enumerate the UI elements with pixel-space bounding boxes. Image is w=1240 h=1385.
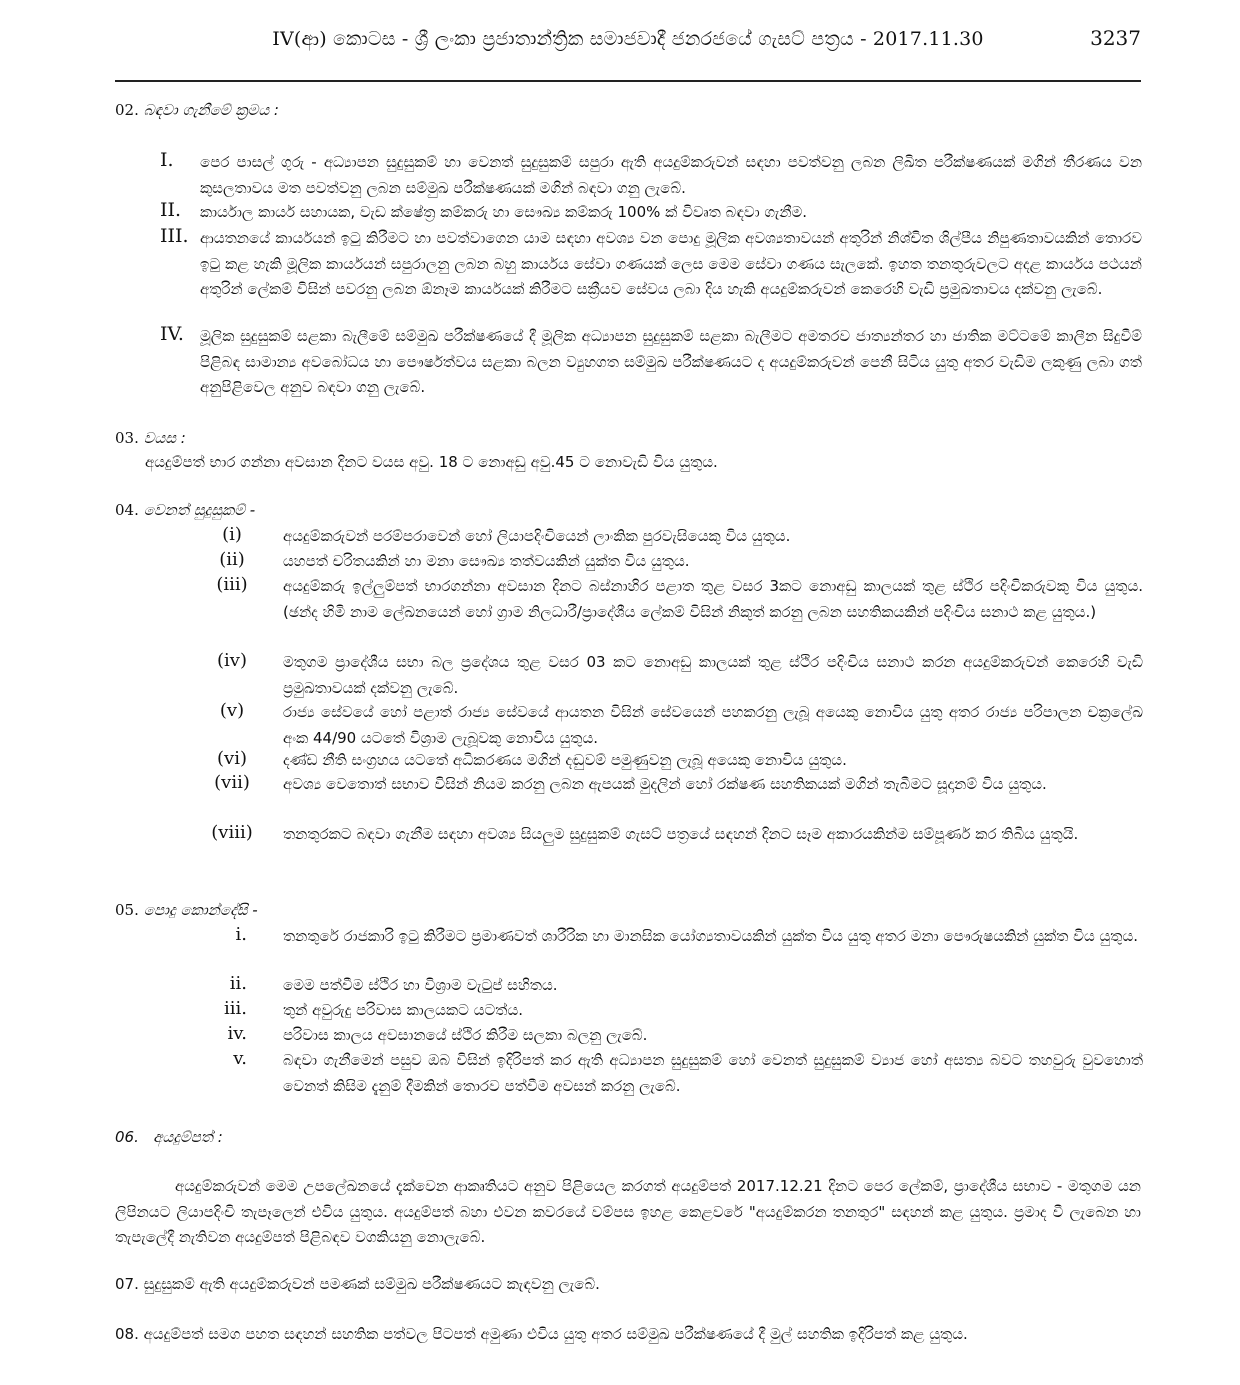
- header-rule: [115, 80, 1141, 82]
- section-02-number: 02.: [115, 101, 139, 119]
- item-marker: (vi): [217, 748, 247, 769]
- item-text: තනතුරකට බඳවා ගැනීම සඳහා අවශ්‍ය සියලුම සුදුසුකම් ගැසට් පත්‍රයේ සඳහන් දිනට සෑම අකාරයකින්ම සම්පූර්ණ කර තිබිය යුතුයි.: [283, 825, 1079, 843]
- item-text: මූලික සුදුසුකම් සළකා බැලීමේ සම්මුඛ පරීක්ෂණයේ දී මූලික අධ්‍යාපන සුදුසුකම් සළකා බැලීමට අමතරව ජාත්‍යන්තර හා ජාතික මට්ටමේ කාලීන සිදුවීම් පිළිබඳ සාමාන්‍ය අවබෝධය හා පෞර්ෂත්වය සළකා බලන ව්‍යුහගත සම්මුඛ පරීක්ෂණයට ද අයදුම්කරුවන් පෙනී සිටිය යුතු අතර වැඩිම ලකුණු ලබා ගත් අනුපිළිවෙල අනුව බඳවා ගනු ලැබේ.: [200, 327, 1142, 396]
- item-marker: iii.: [224, 998, 247, 1019]
- page-header: [115, 22, 1141, 62]
- item-marker: (viii): [211, 822, 253, 843]
- item-marker: (v): [219, 700, 245, 721]
- section-04-heading: [115, 500, 255, 520]
- section-05-title: පොදු කොන්දේසි -: [143, 901, 258, 919]
- section-03-text: අයදුම්පත් භාර ගන්නා අවසාන දිනට වයස අවු. 18 ට නොඅඩු අවු.45 ට නොවැඩි විය යුතුය.: [145, 453, 718, 471]
- item-text: පෙර පාසල් ගුරු - අධ්‍යාපන සුදුසුකම් හා වෙනත් සුදුසුකම් සපුරා ඇති අයදුම්කරුවන් සඳහා පවත්වනු ලබන ලිඛිත පරීක්ෂණයක් මගින් තීරණය වන කුසලතාවය මත පවත්වනු ලබන සම්මුඛ පරීක්ෂණයක් මගින් බඳවා ගනු ලැබේ.: [200, 153, 1142, 197]
- section-05-number: 05.: [115, 901, 139, 919]
- item-text: මතුගම ප්‍රාදේශීය සභා බල ප්‍රදේශය තුළ වසර 03 කට නොඅඩු කාලයක් තුළ ස්ථිර පදිංචිය සනාථ කරන අයදුම්කරුවන් කෙරෙහි වැඩි ප්‍රමුඛතාවයක් දක්වනු ලැබේ.: [283, 653, 1143, 697]
- item-text: අවශ්‍ය වෙතොත් සභාව විසින් නියම කරනු ලබන ඇපයක් මුදලින් හෝ රක්ෂණ සහතිකයක් මගින් තැබීමට සූදානම් විය යුතුය.: [283, 775, 1047, 793]
- item-text: මෙම පත්වීම ස්ථිර හා විශ්‍රාම වැටුප් සහිතය.: [283, 976, 558, 994]
- section-05-heading: [115, 900, 258, 920]
- item-marker: (iii): [216, 574, 248, 595]
- section-02-title: බඳවා ගැනීමේ ක්‍රමය :: [143, 101, 279, 119]
- item-text: දණ්ඩ නීති සංග්‍රහය යටතේ අධිකරණය මගින් දඬුවම් පමුණුවනු ලැබූ අයෙකු නොවිය යුතුය.: [283, 751, 847, 769]
- item-text: බඳවා ගැනීමෙන් පසුව ඔබ විසින් ඉදිරිපත් කර ඇති අධ්‍යාපන සුදුසුකම් හෝ වෙනත් සුදුසුකම් ව්‍යාජ හෝ අසත්‍ය බවට තහවුරු වුවහොත් වෙනත් කිසිම දැනුම් දීමකින් තොරව පත්වීම අවසන් කරනු ලැබේ.: [283, 1051, 1143, 1095]
- item-text: කාර්යාල කාර්ය සහායක, වැඩ ක්ෂේත්‍ර කම්කරු හා සෞඛ්‍ය කම්කරු 100% ක් විවෘත බඳවා ගැනීම.: [200, 203, 808, 221]
- item-marker: (vii): [214, 772, 250, 793]
- item-marker: iv.: [227, 1023, 247, 1044]
- item-text: අයදුම්කරුවන් පරම්පරාවෙන් හෝ ලියාපදිංචියෙන් ලාංකික පුරවැසියෙකු විය යුතුය.: [283, 527, 791, 545]
- item-text: යහපත් චරිතයකින් හා මනා සෞඛ්‍ය තත්වයකින් යුක්ත විය යුතුය.: [283, 552, 690, 570]
- section-08-text: 08. අයදුම්පත් සමග පහත සඳහන් සහතික පත්වල පිටපත් අමුණා එවිය යුතු අතර සම්මුඛ පරීක්ෂණයේ දී මුල් සහතික ඉදිරිපත් කළ යුතුය.: [115, 1325, 968, 1343]
- section-03-title: වයස :: [143, 429, 186, 447]
- section-07-text: 07. සුදුසුකම් ඇති අයදුම්කරුවන් පමණක් සම්මුඛ පරීක්ෂණයට කැඳවනු ලැබේ.: [115, 1275, 600, 1293]
- section-04-number: 04.: [115, 501, 139, 519]
- header-title: IV(ආ) කොටස - ශ්‍රී ලංකා ප්‍රජාතාන්ත්‍රික සමාජවාදී ජනරජයේ ගැසට් පත්‍රය - 2017.11.30: [272, 28, 984, 50]
- item-marker: IV.: [160, 323, 184, 345]
- item-marker: v.: [233, 1048, 247, 1069]
- section-04-title: වෙනත් සුදුසුකම් -: [143, 501, 256, 519]
- section-06-title: අයදුම්පත් :: [153, 1128, 223, 1146]
- section-03-heading: [115, 428, 186, 448]
- section-06-number: 06.: [115, 1128, 139, 1146]
- item-marker: (i): [222, 524, 242, 545]
- item-marker: (iv): [217, 650, 247, 671]
- item-marker: ii.: [229, 973, 247, 994]
- section-06-text: අයදුම්කරුවන් මෙම උපලේඛනයේ දැක්වෙන ආකෘතියට අනුව පිළියෙල කරගත් අයදුම්පත් 2017.12.21 දිනට පෙර ලේකම්, ප්‍රාදේශීය සභාව - මතුගම යන ලිපිනයට ලියාපදිංචි තැපෑලෙන් එවිය යුතුය. අයදුම්පත් බහා එවන කවරයේ වම්පස ඉහළ කෙළවරේ "අයදුම්කරන තනතුර" සඳහන් කළ යුතුය. ප්‍රමාද වී ලැබෙන හා තැපැලේදී නැතිවන අයදුම්පත් පිළිබඳව වගකියනු නොලැබේ.: [115, 1177, 1141, 1246]
- item-text: තුන් අවුරුදු පරිවාස කාලයකට යටත්ය.: [283, 1001, 523, 1019]
- item-marker: III.: [160, 225, 189, 247]
- item-text: රාජ්‍ය සේවයේ හෝ පළාත් රාජ්‍ය සේවයේ ආයතන විසින් සේවයෙන් පහකරනු ලැබූ අයෙකු නොවිය යුතු අතර රාජ්‍ය පරිපාලන චක්‍රලේඛ අංක 44/90 යටතේ විශ්‍රාම ලැබූවකු නොවිය යුතුය.: [283, 703, 1143, 747]
- item-marker: II.: [160, 199, 182, 221]
- section-03-number: 03.: [115, 429, 139, 447]
- section-06-heading: [115, 1127, 223, 1147]
- item-marker: i.: [235, 924, 247, 945]
- item-text: තනතුරේ රාජකාරි ඉටු කිරීමට ප්‍රමාණවත් ශාරීරික හා මානසික යෝග්‍යතාවයකින් යුක්ත විය යුතු අතර මනා පෞරුෂයකින් යුක්ත විය යුතුය.: [283, 927, 1139, 945]
- item-marker: I.: [160, 149, 174, 171]
- item-text: පරිවාස කාලය අවසානයේ ස්ථිර කිරීම සලකා බලනු ලැබේ.: [283, 1026, 648, 1044]
- page-number: 3237: [1090, 26, 1141, 50]
- item-text: අයදුම්කරු ඉල්ලුම්පත් භාරගන්නා අවසාන දිනට බස්නාහිර පළාත තුළ වසර 3කට නොඅඩු කාලයක් තුළ ස්ථිර පදිංචිකරුවකු විය යුතුය. (ඡන්ද හිමි නාම ලේඛනයෙන් හෝ ග්‍රාම නිලධාරී/ප්‍රාදේශීය ලේකම් විසින් නිකුත් කරනු ලබන සහතිකයකින් පදිංචිය සනාථ කළ යුතුය.): [283, 577, 1143, 621]
- section-02-heading: [115, 100, 279, 120]
- item-text: ආයතනයේ කාර්යයන් ඉටු කිරීමට හා පවත්වාගෙන යාම සඳහා අවශ්‍ය වන පොදු මූලික අවශ්‍යතාවයන් අතුරින් නිශ්චිත ශිල්පීය නිපුණතාවයකින් තොරව ඉටු කළ හැකි මූලික කාර්යයන් සපුරාලනු ලබන බහු කාර්යය සේවා ගණයක් ලෙස මෙම සේවා ගණය සැලකේ. ඉහත තනතුරුවලට අදළ කාර්යය පථයන් අතුරින් ලේකම් විසින් පවරනු ලබන ඕනෑම කාර්යයක් කිරීමට සක්‍රීයව සේවය ලබා දිය හැකි අයදුම්කරුවන් කෙරෙහි වැඩි ප්‍රමුඛතාවය දක්වනු ලැබේ.: [200, 229, 1142, 298]
- item-marker: (ii): [219, 549, 245, 570]
